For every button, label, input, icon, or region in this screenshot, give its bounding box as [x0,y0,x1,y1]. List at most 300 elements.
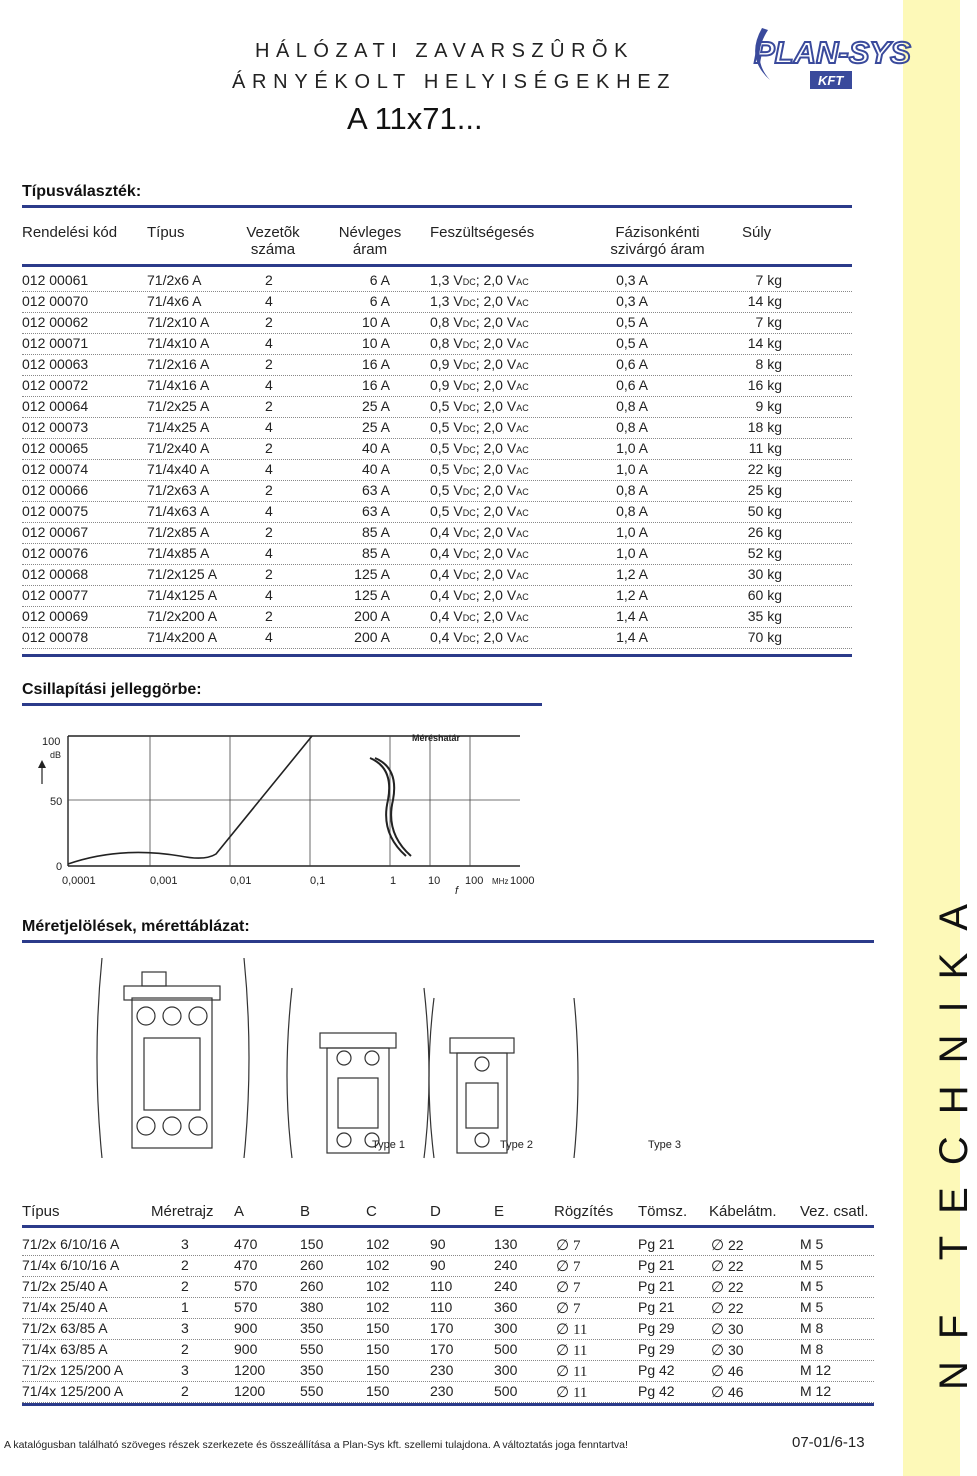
dim-cell-cable [711,1257,744,1276]
drawing-label-type-3: Type 3 [648,1139,682,1151]
cell-voltage [430,461,529,477]
dim-cell-conn: M 12 [800,1362,832,1378]
cell-v-ac: 2,0 V [483,545,517,561]
cell-v-dc: 1,3 V [430,293,463,309]
dim-cell-a: 900 [234,1320,258,1336]
dim-cell-b: 380 [300,1299,324,1315]
attenuation-curve-chart [30,728,540,898]
cell-current: 85 A [361,545,390,561]
dim-cell-drawing: 3 [181,1236,189,1252]
x-tick-10: 10 [428,875,441,887]
dim-cable-value: 22 [727,1300,744,1316]
cell-current: 6 A [369,293,390,309]
sub-dc: DC [462,550,476,560]
cell-code: 012 00065 [22,440,89,456]
x-tick-0-1: 0,1 [310,875,326,887]
cell-v-ac: 2,0 V [483,461,517,477]
cell-v-ac: 2,0 V [483,272,517,288]
dim-cable-value: 30 [727,1321,744,1337]
dim-col-fixing: Rögzítés [554,1203,614,1220]
cell-wires: 4 [265,335,273,351]
type-section-rule [22,205,852,208]
cell-v-dc: 0,4 V [430,545,463,561]
cell-wires: 2 [265,272,273,288]
type-row [22,291,852,313]
cell-v-ac: 2,0 V [483,587,517,603]
dim-col-e: E [494,1203,505,1220]
dim-cell-d: 170 [430,1341,454,1357]
dim-section-rule [22,940,874,943]
cell-leak: 0,8 A [616,482,648,498]
cell-code: 012 00075 [22,503,89,519]
cell-code: 012 00074 [22,461,89,477]
cell-voltage [430,608,529,624]
sub-dc: DC [462,382,476,392]
dim-cell-fixing [556,1299,580,1318]
sub-ac: AC [516,424,529,434]
dim-cell-cable [711,1341,744,1360]
diameter-icon: ∅ [711,1280,725,1296]
cell-v-dc: 1,3 V [430,272,463,288]
cell-v-dc: 0,4 V [430,608,463,624]
title-line-1: HÁLÓZATI ZAVARSZÛRÕK [255,40,634,62]
cell-v-ac: 2,0 V [483,356,517,372]
cell-weight: 9 kg [755,398,782,414]
dim-fix-value: 11 [572,1322,588,1338]
sub-dc: DC [462,487,476,497]
dim-row [22,1255,874,1277]
sub-ac: AC [516,529,529,539]
cell-wires: 4 [265,629,273,645]
cell-voltage [430,566,529,582]
sep: ; [475,293,480,309]
cell-leak: 1,4 A [616,629,648,645]
y-tick-100: 100 [42,736,61,748]
dim-cell-gland: Pg 21 [638,1299,675,1315]
cell-code: 012 00072 [22,377,89,393]
cell-weight: 35 kg [747,608,782,624]
cell-leak: 0,8 A [616,503,648,519]
dim-cell-e: 300 [494,1362,518,1378]
cell-voltage [430,503,529,519]
cell-v-ac: 2,0 V [483,482,517,498]
sub-dc: DC [462,445,476,455]
dim-cell-c: 150 [366,1383,390,1399]
cell-code: 012 00076 [22,545,89,561]
dim-cell-fixing [556,1236,580,1255]
dim-col-cable: Kábelátm. [709,1203,777,1220]
type-row [22,417,852,439]
sub-dc: DC [462,361,476,371]
dim-cell-conn: M 12 [800,1383,832,1399]
cell-code: 012 00063 [22,356,89,372]
sub-dc: DC [462,592,476,602]
cell-current: 40 A [361,461,390,477]
dim-cell-type: 71/4x 25/40 A [22,1299,108,1315]
cell-wires: 4 [265,419,273,435]
sub-ac: AC [516,613,529,623]
cell-wires: 2 [265,566,273,582]
cell-code: 012 00062 [22,314,89,330]
cell-wires: 2 [265,356,273,372]
sub-ac: AC [516,487,529,497]
cell-voltage [430,377,529,393]
sub-ac: AC [516,340,529,350]
y-unit: dB [50,750,62,760]
type-table-bottom-rule [22,654,852,657]
cell-type: 71/2x16 A [147,356,210,372]
cell-code: 012 00077 [22,587,89,603]
dim-cell-a: 1200 [234,1362,266,1378]
dim-cell-b: 350 [300,1320,324,1336]
dim-cell-drawing: 2 [181,1341,189,1357]
cell-code: 012 00067 [22,524,89,540]
sub-ac: AC [516,298,529,308]
dim-cell-e: 360 [494,1299,518,1315]
cell-code: 012 00064 [22,398,89,414]
cell-v-dc: 0,5 V [430,482,463,498]
diameter-icon: ∅ [556,1238,570,1254]
cell-current: 63 A [361,482,390,498]
cell-current: 10 A [361,314,390,330]
cell-current: 200 A [354,629,390,645]
dim-cell-e: 300 [494,1320,518,1336]
cell-v-dc: 0,5 V [430,503,463,519]
dim-fix-value: 11 [572,1385,588,1401]
curve-break-mark [370,758,406,856]
dim-col-conn: Vez. csatl. [800,1203,869,1220]
diameter-icon: ∅ [711,1364,725,1380]
cell-weight: 16 kg [747,377,782,393]
sub-dc: DC [462,319,476,329]
dim-cell-drawing: 3 [181,1320,189,1336]
type-row [22,522,852,544]
sub-ac: AC [516,571,529,581]
cell-type: 71/4x6 A [147,293,202,309]
dim-cell-fixing [556,1341,587,1360]
cell-type: 71/4x25 A [147,419,210,435]
cell-current: 40 A [361,440,390,456]
sep: ; [475,587,480,603]
type-row [22,480,852,502]
plansys-logo [740,18,911,96]
cell-voltage [430,314,529,330]
cell-current: 16 A [361,356,390,372]
cell-weight: 14 kg [747,335,782,351]
sub-dc: DC [462,340,476,350]
sub-dc: DC [462,424,476,434]
cell-leak: 1,0 A [616,545,648,561]
cell-weight: 30 kg [747,566,782,582]
drawing-label-type-2: Type 2 [500,1139,534,1151]
cell-type: 71/2x200 A [147,608,218,624]
dim-cell-conn: M 5 [800,1236,824,1252]
col-leak-line2: szivárgó áram [610,241,705,258]
footer-note: A katalógusban található szöveges részek szerkezete és összeállítása a Plan-Sys kft. szellemi tulajdona. A változtatás joga fenntartva! [4,1439,628,1451]
cell-leak: 0,5 A [616,335,648,351]
dim-cell-cable [711,1320,744,1339]
logo-badge-text: KFT [818,73,844,88]
cell-v-dc: 0,5 V [430,419,463,435]
cell-type: 71/2x6 A [147,272,202,288]
x-var: f [455,885,459,897]
cell-type: 71/4x16 A [147,377,210,393]
dim-cell-type: 71/2x 125/200 A [22,1362,124,1378]
dim-fix-value: 11 [572,1343,588,1359]
dim-cell-d: 90 [430,1257,446,1273]
cell-v-ac: 2,0 V [483,314,517,330]
col-wires-line1: Vezetõk [246,224,300,241]
cell-voltage [430,440,529,456]
cell-leak: 1,2 A [616,587,648,603]
sub-ac: AC [516,382,529,392]
cell-type: 71/4x200 A [147,629,218,645]
cell-leak: 0,6 A [616,356,648,372]
sep: ; [475,482,480,498]
dim-cell-conn: M 5 [800,1278,824,1294]
dim-table-bottom-rule [22,1403,874,1406]
col-leak [595,224,720,258]
cell-type: 71/2x85 A [147,524,210,540]
dim-fix-value: 7 [572,1259,581,1275]
dim-cell-e: 130 [494,1236,518,1252]
cell-voltage [430,398,529,414]
cell-v-dc: 0,8 V [430,314,463,330]
cell-current: 63 A [361,503,390,519]
sub-dc: DC [462,571,476,581]
type-row [22,501,852,523]
sub-dc: DC [462,277,476,287]
cell-leak: 1,2 A [616,566,648,582]
cell-voltage [430,335,529,351]
x-tick-0-0001: 0,0001 [62,875,96,887]
dim-cell-conn: M 5 [800,1257,824,1273]
sub-ac: AC [516,361,529,371]
x-tick-1000: 1000 [510,875,535,887]
col-current-line2: áram [352,241,388,258]
dim-cell-d: 110 [430,1278,453,1294]
cell-weight: 11 kg [748,440,782,456]
cell-v-dc: 0,4 V [430,524,463,540]
cell-weight: 7 kg [755,314,782,330]
cell-type: 71/4x125 A [147,587,218,603]
cell-leak: 0,8 A [616,398,648,414]
cell-v-dc: 0,4 V [430,566,463,582]
col-current [330,224,410,258]
cell-leak: 0,3 A [616,293,648,309]
type-row [22,585,852,607]
dim-cell-conn: M 8 [800,1320,824,1336]
cell-v-ac: 2,0 V [483,398,517,414]
dim-cell-d: 90 [430,1236,446,1252]
dim-cell-b: 260 [300,1278,324,1294]
sub-dc: DC [462,466,476,476]
dim-cell-c: 102 [366,1257,390,1273]
cell-v-dc: 0,5 V [430,461,463,477]
dim-row [22,1339,874,1361]
cell-v-ac: 2,0 V [483,335,517,351]
dim-cell-gland: Pg 42 [638,1362,675,1378]
diameter-icon: ∅ [556,1259,570,1275]
cell-weight: 70 kg [747,629,782,645]
cell-wires: 4 [265,503,273,519]
dim-cell-a: 470 [234,1257,258,1273]
dim-cell-fixing [556,1362,587,1381]
drawing-type-3 [429,998,578,1158]
cell-voltage [430,419,529,435]
cell-code: 012 00078 [22,629,89,645]
dim-cell-d: 170 [430,1320,454,1336]
curve-section-heading: Csillapítási jelleggörbe: [22,681,202,698]
cell-code: 012 00068 [22,566,89,582]
dim-cell-conn: M 8 [800,1341,824,1357]
sub-ac: AC [516,319,529,329]
cell-leak: 0,8 A [616,419,648,435]
page-code: 07-01/6-13 [792,1434,865,1451]
type-row [22,438,852,460]
sep: ; [475,503,480,519]
dim-cell-b: 260 [300,1257,324,1273]
dim-cell-type: 71/4x 6/10/16 A [22,1257,120,1273]
cell-leak: 0,5 A [616,314,648,330]
cell-wires: 4 [265,377,273,393]
cell-code: 012 00070 [22,293,89,309]
dim-cable-value: 46 [727,1384,744,1400]
side-label: NF TECHNIKA [932,882,976,1390]
cell-v-dc: 0,5 V [430,440,463,456]
dim-cell-cable [711,1299,744,1318]
cell-wires: 2 [265,482,273,498]
col-leak-line1: Fázisonkénti [615,224,700,241]
cell-leak: 1,4 A [616,608,648,624]
dim-cable-value: 22 [727,1237,744,1253]
sub-dc: DC [462,298,476,308]
cell-wires: 2 [265,314,273,330]
dim-cell-drawing: 2 [181,1257,189,1273]
cell-current: 200 A [354,608,390,624]
cell-leak: 1,0 A [616,524,648,540]
cell-weight: 22 kg [747,461,782,477]
type-row [22,564,852,586]
cell-weight: 7 kg [755,272,782,288]
cell-current: 125 A [354,566,390,582]
cell-wires: 2 [265,440,273,456]
diameter-icon: ∅ [556,1385,570,1401]
x-tick-0-001: 0,001 [150,875,178,887]
sub-ac: AC [516,466,529,476]
dim-cell-b: 550 [300,1341,324,1357]
dim-row [22,1381,874,1403]
cell-type: 71/4x85 A [147,545,210,561]
dim-fix-value: 7 [572,1238,581,1254]
dim-fix-value: 7 [572,1280,581,1296]
cell-weight: 60 kg [747,587,782,603]
dim-cell-c: 150 [366,1341,390,1357]
dim-cell-fixing [556,1383,587,1402]
dim-cell-cable [711,1236,744,1255]
dim-cell-type: 71/4x 63/85 A [22,1341,108,1357]
sep: ; [475,629,480,645]
cell-voltage [430,356,529,372]
cell-weight: 18 kg [747,419,782,435]
title-line-2: ÁRNYÉKOLT HELYISÉGEKHEZ [232,71,677,93]
cell-type: 71/4x40 A [147,461,210,477]
cell-v-ac: 2,0 V [483,377,517,393]
sep: ; [475,608,480,624]
dim-col-gland: Tömsz. [638,1203,688,1220]
cell-v-ac: 2,0 V [483,566,517,582]
dim-cell-drawing: 2 [181,1278,189,1294]
dim-cell-a: 470 [234,1236,258,1252]
dim-cell-d: 230 [430,1383,454,1399]
cell-v-dc: 0,4 V [430,587,463,603]
dim-cell-type: 71/4x 125/200 A [22,1383,124,1399]
sep: ; [475,377,480,393]
logo-wordmark: PLAN-SYS [754,35,911,70]
sep: ; [475,335,480,351]
diameter-icon: ∅ [711,1385,725,1401]
dim-row [22,1234,874,1256]
type-row [22,459,852,481]
cell-code: 012 00073 [22,419,89,435]
band-label: Méréshatár [412,733,461,743]
cell-code: 012 00071 [22,335,89,351]
type-section-heading: Típusválaszték: [22,183,142,200]
dim-cell-cable [711,1278,744,1297]
type-row [22,375,852,397]
type-row [22,270,852,292]
dim-cell-conn: M 5 [800,1299,824,1315]
cell-type: 71/2x25 A [147,398,210,414]
dim-col-b: B [300,1203,311,1220]
diameter-icon: ∅ [556,1343,570,1359]
cell-current: 125 A [354,587,390,603]
diameter-icon: ∅ [556,1280,570,1296]
dim-cell-c: 102 [366,1236,390,1252]
cell-wires: 2 [265,608,273,624]
y-tick-0: 0 [56,861,63,873]
curve-section-rule [22,703,542,706]
cell-weight: 14 kg [747,293,782,309]
cell-current: 10 A [361,335,390,351]
drawing-type-1 [97,958,249,1158]
cell-wires: 2 [265,524,273,540]
cell-wires: 4 [265,587,273,603]
cell-weight: 25 kg [747,482,782,498]
x-tick-1: 1 [390,875,397,887]
cell-v-ac: 2,0 V [483,524,517,540]
cell-type: 71/4x10 A [147,335,210,351]
cell-type: 71/2x40 A [147,440,210,456]
cell-v-dc: 0,5 V [430,398,463,414]
col-weight: Súly [742,224,772,241]
dim-col-c: C [366,1203,377,1220]
sub-ac: AC [516,634,529,644]
diameter-icon: ∅ [711,1322,725,1338]
sub-dc: DC [462,613,476,623]
dim-cell-drawing: 2 [181,1383,189,1399]
dim-cell-d: 230 [430,1362,454,1378]
cell-current: 85 A [361,524,390,540]
diameter-icon: ∅ [556,1364,570,1380]
col-voltage: Feszültségesés [430,224,535,241]
dim-cell-gland: Pg 42 [638,1383,675,1399]
page-title: A 11x71... [347,101,483,136]
dim-cell-gland: Pg 21 [638,1236,675,1252]
cell-voltage [430,482,529,498]
cell-v-ac: 2,0 V [483,629,517,645]
dim-cell-c: 150 [366,1362,390,1378]
